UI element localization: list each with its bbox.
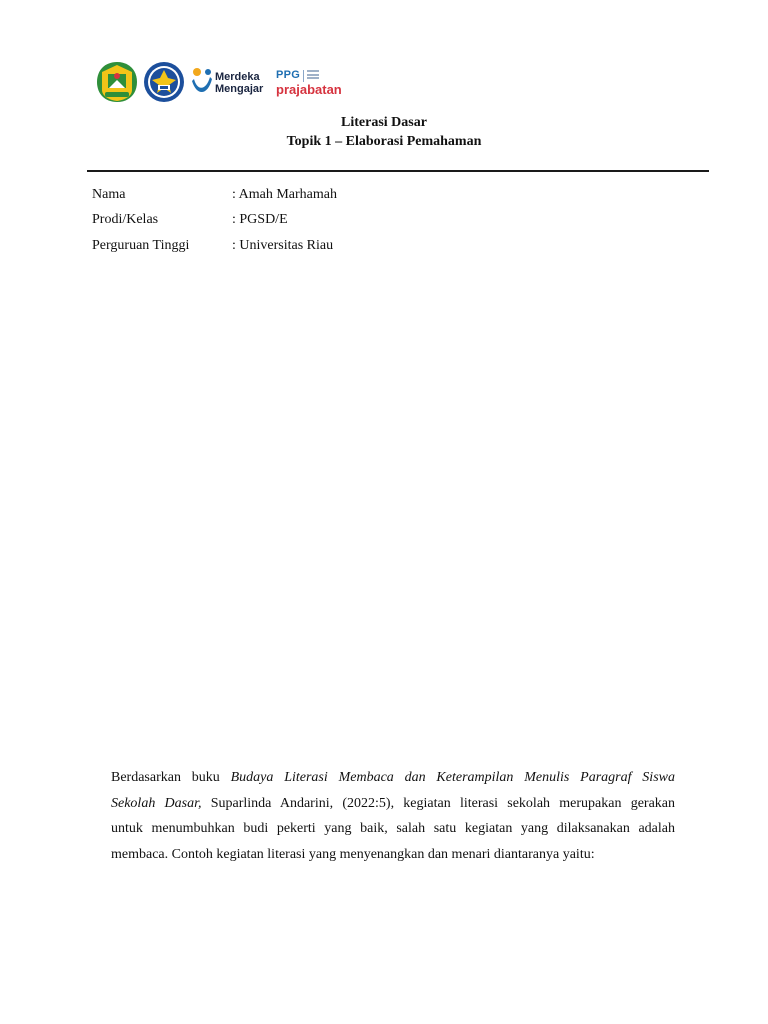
info-label: Perguruan Tinggi xyxy=(92,238,190,253)
book-title-part-2: Sekolah Dasar, xyxy=(111,795,202,811)
info-value: : Universitas Riau xyxy=(232,238,334,253)
mm-line2: Mengajar xyxy=(215,83,264,95)
paragraph-intro: Berdasarkan buku xyxy=(111,770,231,785)
book-title-part-1: Budaya Literasi Membaca dan Keterampilan Menulis Paragraf Siswa xyxy=(230,770,675,785)
paragraph-line-3: untuk menumbuhkan budi pekerti yang baik, salah satu kegiatan yang dilaksanakan adalah xyxy=(111,821,675,836)
info-label: Prodi/Kelas xyxy=(92,212,159,227)
paragraph-line-4: membaca. Contoh kegiatan literasi yang menyenangkan dan menari diantaranya yaitu: xyxy=(111,846,595,862)
ppg-label: PPG xyxy=(276,69,301,81)
body-paragraph xyxy=(111,765,675,867)
info-value: : Amah Marhamah xyxy=(232,187,337,202)
paragraph-line-2 xyxy=(111,791,675,817)
ppg-prajabatan-logo xyxy=(276,69,356,101)
ppg-small-text-icon xyxy=(307,70,319,81)
paragraph-after-title: Suparlinda Andarini, (2022:5), kegiatan literasi sekolah merupakan gerakan xyxy=(201,795,675,811)
document-subtitle: Topik 1 – Elaborasi Pemahaman xyxy=(286,134,482,149)
ppg-divider xyxy=(303,70,304,82)
merdeka-mengajar-text xyxy=(215,71,263,95)
info-value: : PGSD/E xyxy=(232,212,288,227)
document-title: Literasi Dasar xyxy=(341,115,427,130)
tut-wuri-handayani-logo xyxy=(143,61,185,103)
university-logo xyxy=(95,60,139,104)
prajabatan-label: prajabatan xyxy=(276,82,342,97)
mm-line1: Merdeka xyxy=(215,71,260,83)
info-label: Nama xyxy=(92,187,126,202)
header-divider xyxy=(87,170,709,172)
paragraph-line-1 xyxy=(111,765,675,791)
merdeka-mengajar-mark-icon xyxy=(191,67,213,97)
merdeka-mengajar-logo xyxy=(191,67,269,99)
